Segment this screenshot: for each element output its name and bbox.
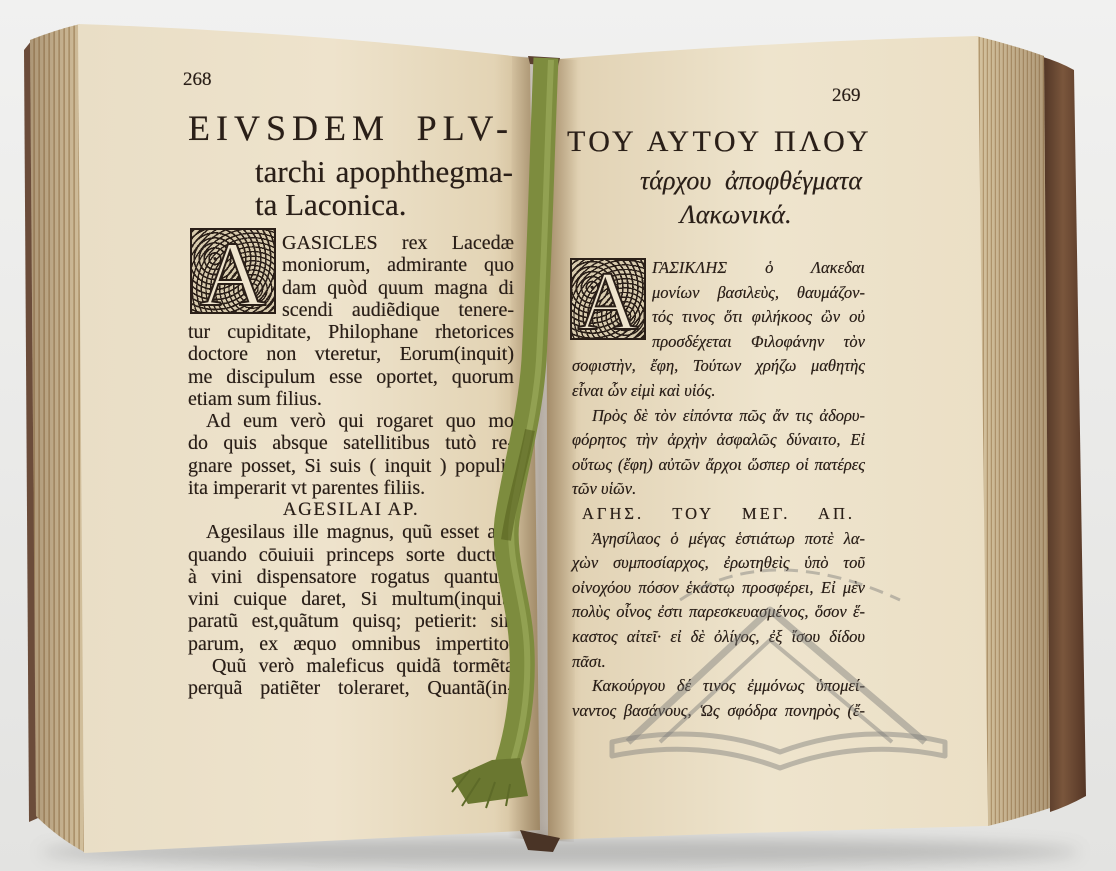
text-line: ναντος βασάνους, Ὡς σφόδρα πονηρὸς (ἔ- bbox=[572, 700, 865, 720]
ornamental-drop-cap bbox=[570, 258, 646, 340]
page-number: 269 bbox=[832, 85, 861, 106]
page-title-line: τάρχου ἀποφθέγματα bbox=[640, 166, 862, 195]
text-line: parum, ex æquo omnibus impertito. bbox=[188, 632, 514, 655]
text-line: ΓΑΣΙΚΛΗΣ ὁ Λακεδαι bbox=[652, 258, 865, 277]
text-line: πᾶσι. bbox=[572, 651, 606, 671]
page-title-line: tarchi apophthegma- bbox=[255, 154, 513, 189]
text-line: etiam sum filius. bbox=[188, 387, 322, 410]
page-title-line: ΤΟΥ ΑΥΤΟΥ ΠΛΟΥ bbox=[567, 125, 872, 158]
text-line: à vini dispensatore rogatus quantum bbox=[188, 565, 514, 588]
text-line: τῶν υἱῶν. bbox=[572, 479, 637, 499]
page-title-line: Λακωνικά. bbox=[680, 200, 792, 229]
text-line: Κακούργου δέ τινος ἐμμόνως ὑπομεί- bbox=[592, 676, 865, 696]
text-line: Quũ verò maleficus quidã tormẽta bbox=[212, 654, 514, 677]
text-line: οἰνοχόου πόσον ἑκάστῳ προσφέρει, Εἰ μὲν bbox=[572, 577, 865, 597]
text-line: moniorum, admirante quo bbox=[282, 254, 514, 277]
text-line: paratũ est,quãtum quisq; petierit: sin bbox=[188, 610, 514, 633]
text-line: ita imperarit vt parentes filiis. bbox=[188, 476, 426, 499]
text-line: scendi audiẽdique tenere- bbox=[282, 298, 514, 321]
page-title-line: EIVSDEM PLV- bbox=[188, 108, 514, 148]
text-line: πολὺς οἶνος ἐστι παρεσκευασμένος, ὅσον ἕ- bbox=[572, 602, 865, 622]
text-line: Πρὸς δὲ τὸν εἰπόντα πῶς ἄν τις ἀδορυ- bbox=[592, 405, 865, 425]
drop-cap-letter: A bbox=[199, 228, 267, 314]
text-line: μονίων βασιλεὺς, θαυμάζον- bbox=[652, 282, 865, 302]
text-line: οὕτως (ἔφη) αὐτῶν ἄρχοι ὥσπερ οἱ πατέρες bbox=[572, 454, 865, 474]
right-page-stack-shade bbox=[976, 36, 1050, 826]
text-line: perquã patiẽter toleraret, Quantã(in- bbox=[188, 677, 514, 699]
text-line: vini cuique daret, Si multum(inquit) bbox=[188, 588, 514, 610]
right-page-body bbox=[572, 354, 865, 723]
text-line: gnare posset, Si suis ( inquit ) populis bbox=[188, 454, 514, 477]
section-heading: ΑΓΗΣ. ΤΟΥ ΜΕΓ. ΑΠ. bbox=[582, 503, 855, 523]
page-number: 268 bbox=[183, 69, 212, 90]
text-line: εἶναι ὧν εἰμὶ καὶ υἱός. bbox=[572, 380, 716, 400]
text-line: me discipulum esse oportet, quorum bbox=[188, 365, 514, 388]
section-heading: AGESILAI AP. bbox=[282, 499, 420, 520]
ornamental-drop-cap bbox=[190, 228, 276, 314]
drop-cap-lines bbox=[282, 232, 514, 321]
drop-cap-lines bbox=[652, 256, 865, 354]
text-line: καστος αἰτεῖ· εἰ δὲ ὀλίγος, ἐξ ἴσου δίδου bbox=[572, 626, 865, 646]
text-line: Ad eum verò qui rogaret quo mo bbox=[206, 410, 514, 432]
text-line: Ἀγησίλαος ὁ μέγας ἑστιάτωρ ποτὲ λα- bbox=[592, 528, 865, 548]
text-line: tur cupiditate, Philophane rhetorices bbox=[188, 321, 514, 343]
text-line: doctore non vteretur, Eorum(inquit) bbox=[188, 343, 514, 366]
text-line: do quis absque satellitibus tutò re- bbox=[188, 432, 514, 455]
text-line: φόρητος τὴν ἀρχὴν ἀσφαλῶς δύναιτο, Εἰ bbox=[572, 430, 865, 450]
text-line: Agesilaus ille magnus, quũ esset ali- bbox=[206, 521, 514, 544]
drop-cap-letter: Α bbox=[577, 258, 639, 340]
text-line: quando cōuiuii princeps sorte ductus, bbox=[188, 543, 514, 566]
text-line: dam quòd quum magna di bbox=[282, 276, 514, 299]
left-page-stack-shade bbox=[30, 24, 86, 853]
gutter-shadow bbox=[508, 56, 578, 842]
text-line: προσδέχεται Φιλοφάνην τὸν bbox=[652, 331, 865, 351]
text-line: GASICLES rex Lacedæ bbox=[282, 232, 514, 254]
page-title-line: ta Laconica. bbox=[255, 187, 407, 222]
left-page-body bbox=[188, 321, 514, 699]
text-line: χὼν συμποσίαρχος, ἐρωτηθεὶς ὑπὸ τοῦ bbox=[572, 553, 865, 573]
text-line: σοφιστὴν, ἔφη, Τούτων χρήζω μαθητὴς bbox=[572, 356, 865, 376]
text-line: τός τινος ὅτι φιλήκοος ὢν οὐ bbox=[652, 307, 865, 327]
